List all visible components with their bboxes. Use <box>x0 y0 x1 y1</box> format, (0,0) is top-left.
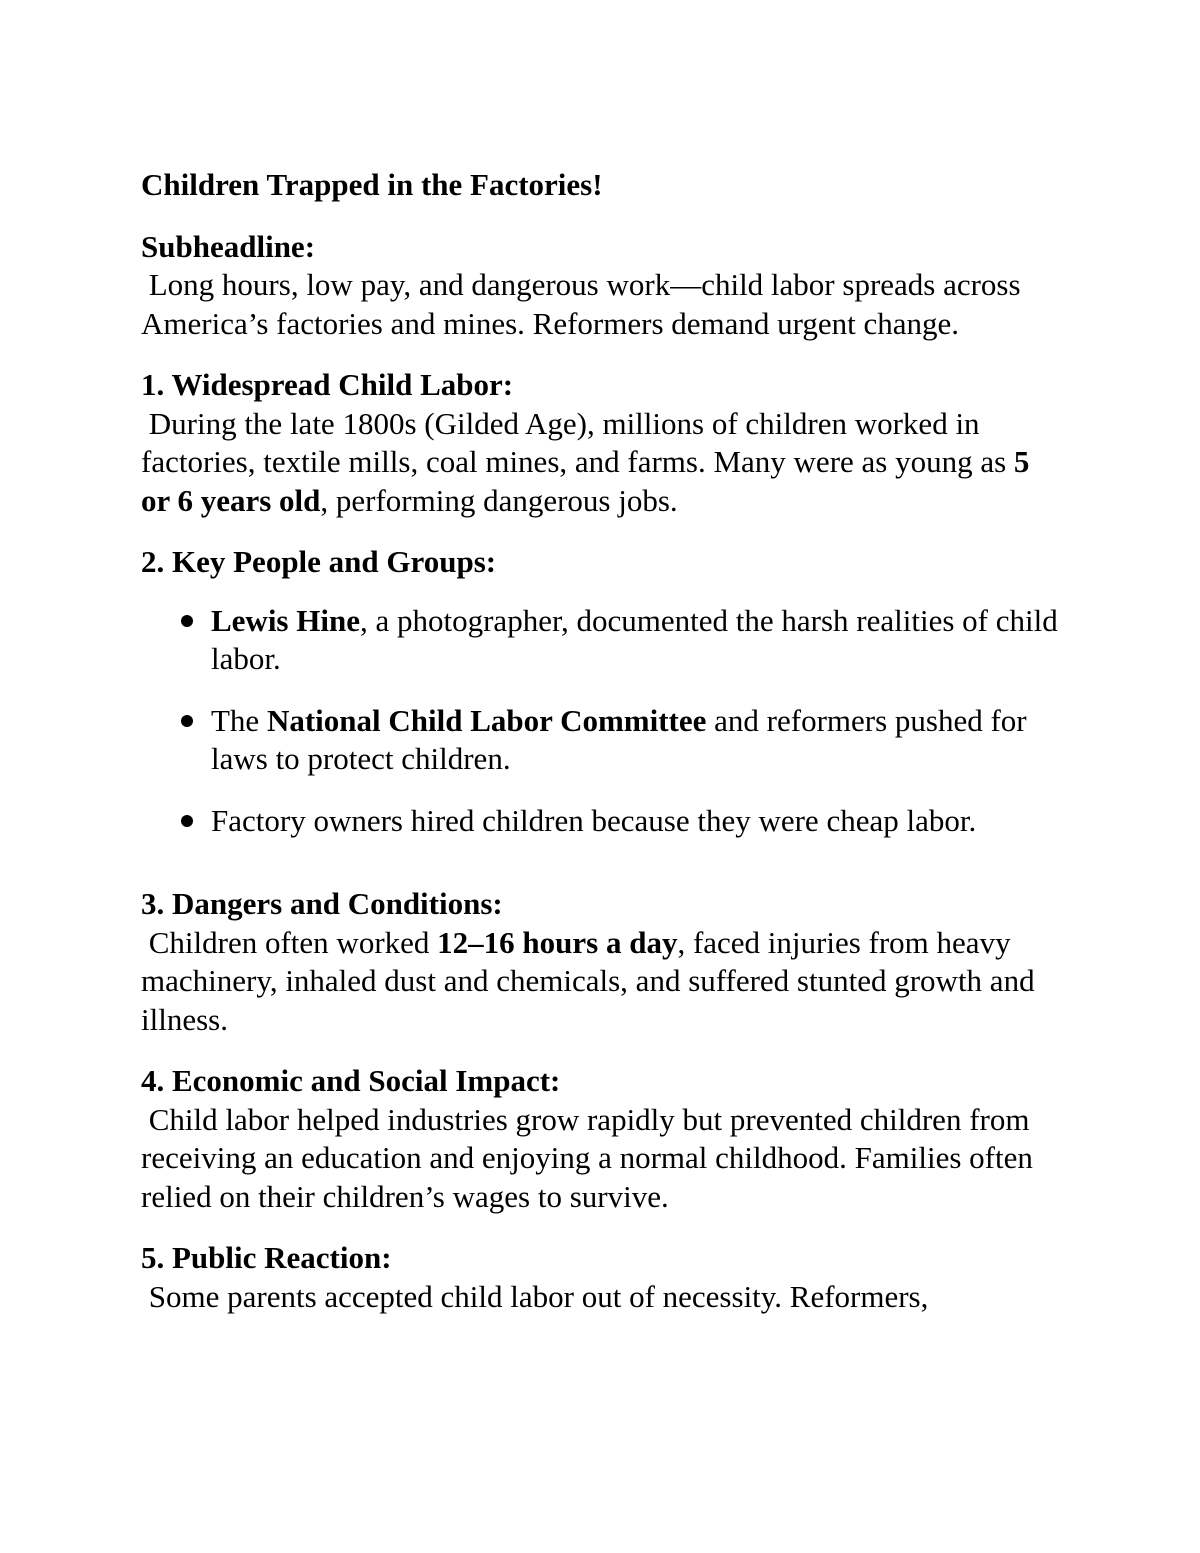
bullet-before: Factory owners hired children because they were cheap labor. <box>211 802 977 838</box>
section3-bold: 12–16 hours a day <box>437 924 678 960</box>
bullet-bold: National Child Labor Committee <box>266 702 707 738</box>
list-item <box>141 602 1061 679</box>
document-title: Children Trapped in the Factories! <box>141 167 603 202</box>
document-page <box>141 166 1061 1339</box>
bullet-bold: Lewis Hine <box>211 602 360 638</box>
spacer <box>141 863 1061 885</box>
section3-text <box>141 924 1061 1040</box>
bullet-after: and reformers pushed for laws to protect children. <box>211 702 1027 776</box>
key-people-list <box>141 602 1061 841</box>
list-item <box>141 702 1061 779</box>
section2-heading: 2. Key People and Groups: <box>141 544 497 579</box>
section4-heading: 4. Economic and Social Impact: <box>141 1063 561 1098</box>
list-item <box>141 802 1061 841</box>
subheadline-heading: Subheadline: <box>141 228 316 264</box>
bullet-icon <box>181 715 193 727</box>
section1-bold: 5 or 6 years old <box>141 444 1038 518</box>
section4-text: Child labor helped industries grow rapidly but prevented children from receiving an education and enjoying a normal childhood. Families often relied on their children’s wages to survive. <box>141 1101 1041 1214</box>
subheadline-text: Long hours, low pay, and dangerous work—child labor spreads across America’s factories and mines. Reformers demand urgent change. <box>141 267 1027 341</box>
bullet-icon <box>181 815 193 827</box>
section5-text: Some parents accepted child labor out of necessity. Reformers, <box>141 1278 929 1314</box>
section-public-reaction <box>141 1239 1061 1316</box>
section-economic-social-impact <box>141 1062 1061 1216</box>
section3-text-before: Children often worked <box>141 924 438 960</box>
section3-text-after: , faced injuries from heavy machinery, inhaled dust and chemicals, and suffered stunted growth and illness. <box>141 924 1043 1037</box>
subheadline-section <box>141 228 1061 344</box>
section1-text <box>141 405 1061 521</box>
section1-text-after: , performing dangerous jobs. <box>320 482 678 518</box>
section-key-people <box>141 543 1061 840</box>
section1-text-before: During the late 1800s (Gilded Age), millions of children worked in factories, textile mills, coal mines, and farms. Many were as young as <box>141 405 1014 479</box>
section-widespread-child-labor <box>141 366 1061 520</box>
bullet-after: , a photographer, documented the harsh realities of child labor. <box>211 602 1058 676</box>
section1-heading: 1. Widespread Child Labor: <box>141 367 514 402</box>
section5-heading: 5. Public Reaction: <box>141 1240 392 1275</box>
section3-heading: 3. Dangers and Conditions: <box>141 886 503 921</box>
section-dangers-conditions <box>141 885 1061 1039</box>
bullet-icon <box>181 615 193 627</box>
bullet-before: The <box>211 702 267 738</box>
